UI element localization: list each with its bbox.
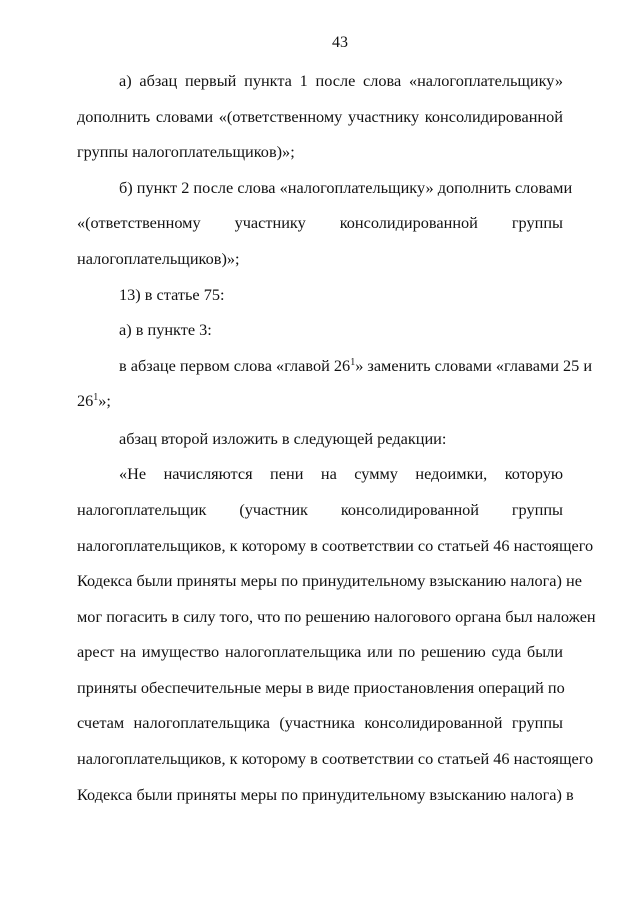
- text-line: счетам налогоплательщика (участника консолидированной группы: [77, 713, 563, 733]
- text-line: 13) в статье 75:: [119, 284, 225, 304]
- text-fragment: 26: [77, 391, 94, 411]
- text-line: арест на имущество налогоплательщика или по решению суда были: [77, 642, 563, 662]
- text-line: Кодекса были приняты меры по принудительному взысканию налога) не: [77, 571, 582, 591]
- text-line: а) в пункте 3:: [119, 320, 212, 340]
- text-line: налогоплательщиков, к которому в соответствии со статьей 46 настоящего: [77, 749, 594, 769]
- page-number: 43: [332, 34, 348, 51]
- text-fragment: »;: [98, 391, 111, 411]
- text-fragment: » заменить словами «главами 25 и: [355, 355, 593, 375]
- text-line: б) пункт 2 после слова «налогоплательщику» дополнить словами: [119, 177, 573, 197]
- text-line: приняты обеспечительные меры в виде приостановления операций по: [77, 677, 565, 697]
- superscript: 1: [350, 356, 356, 368]
- superscript: 1: [93, 392, 99, 404]
- text-line: мог погасить в силу того, что по решению налогового органа был наложен: [77, 606, 596, 626]
- text-line: Кодекса были приняты меры по принудительному взысканию налога) в: [77, 784, 574, 804]
- text-line: налогоплательщик (участник консолидированной группы: [77, 499, 563, 519]
- text-line-with-superscript: [77, 355, 593, 392]
- text-line: дополнить словами «(ответственному участнику консолидированной: [77, 106, 563, 126]
- text-line-with-superscript: [77, 391, 563, 427]
- document-body: [77, 71, 596, 820]
- text-line: налогоплательщиков)»;: [77, 248, 240, 268]
- text-line: «Не начисляются пени на сумму недоимки, которую: [119, 464, 563, 484]
- text-line: а) абзац первый пункта 1 после слова «налогоплательщику»: [119, 71, 563, 90]
- text-line: налогоплательщиков, к которому в соответствии со статьей 46 настоящего: [77, 535, 594, 555]
- text-line: группы налогоплательщиков)»;: [77, 142, 295, 162]
- text-line: «(ответственному участнику консолидированной группы: [77, 213, 563, 233]
- text-fragment: в абзаце первом слова «главой 26: [119, 355, 351, 375]
- text-line: абзац второй изложить в следующей редакции:: [119, 428, 447, 448]
